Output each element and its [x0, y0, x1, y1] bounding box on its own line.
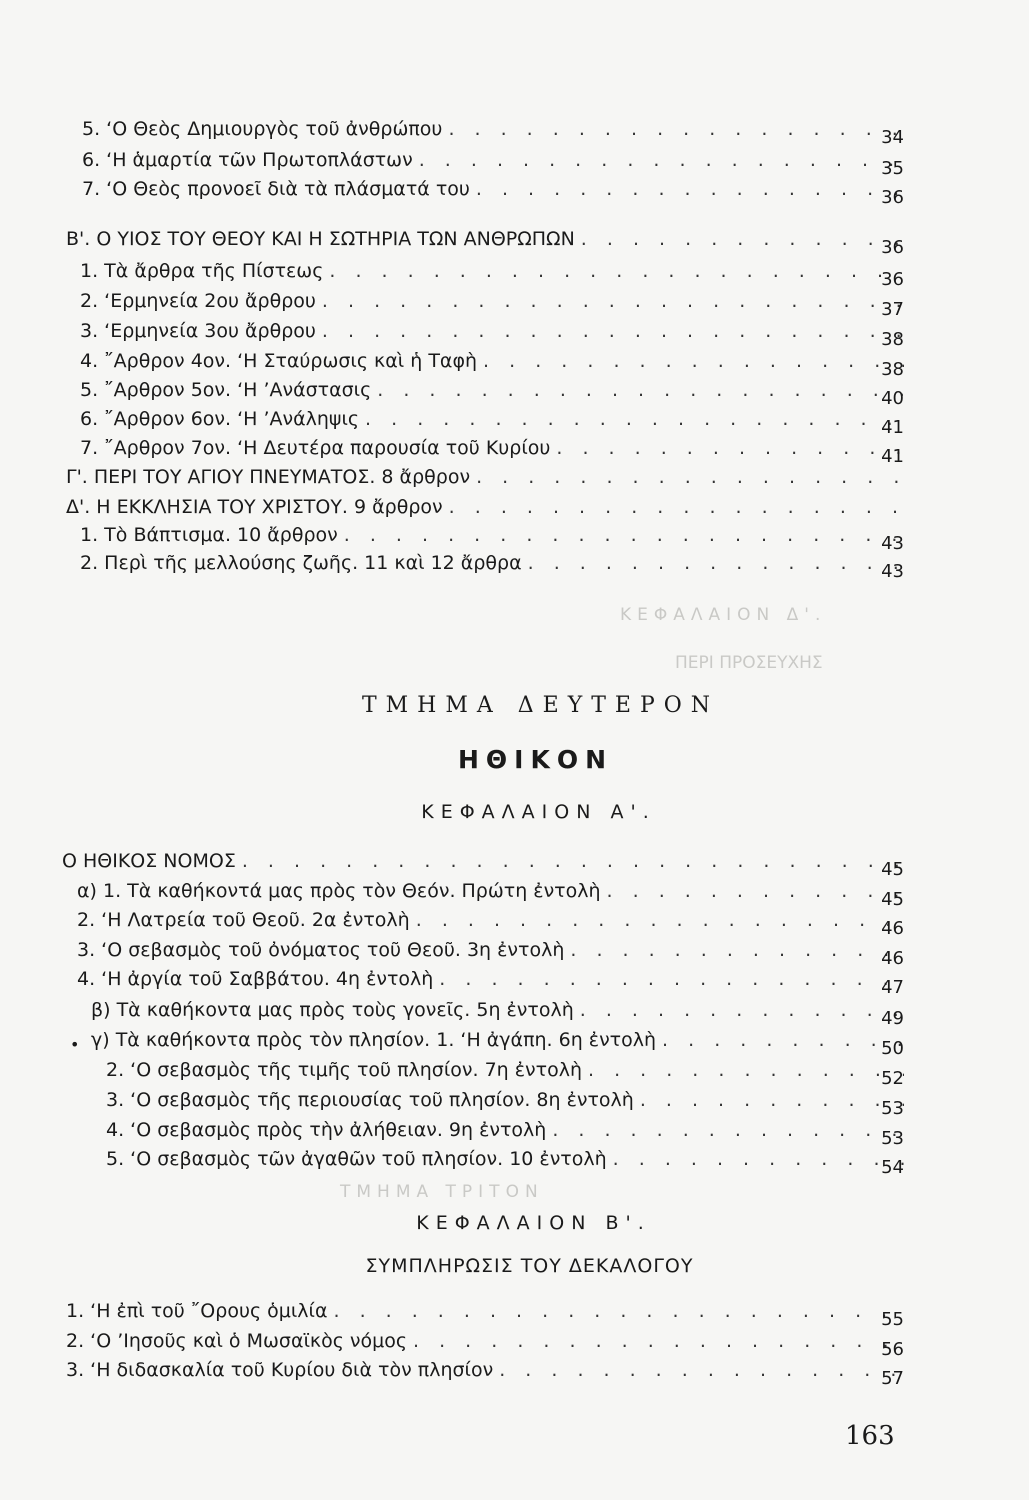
toc-entry	[80, 258, 904, 290]
toc-entry	[91, 997, 904, 1029]
toc-entry-text: Ο ΗΘΙΚΟΣ ΝΟΜΟΣ	[62, 850, 236, 872]
toc-entry-page: 43	[881, 533, 904, 554]
toc-entry	[106, 1087, 904, 1119]
toc-entry-page: 45	[881, 859, 904, 880]
toc-entry-page: 34	[881, 127, 904, 148]
leader-dots	[476, 176, 904, 202]
toc-entry-text: 3. ‘Η διδασκαλία τοῦ Κυρίου διὰ τὸν πλησίον	[66, 1359, 494, 1381]
leader-dots	[377, 377, 904, 403]
toc-entry-text: Γ'. ΠΕΡΙ ΤΟΥ ΑΓΙΟΥ ΠΝΕΥΜΑΤΟΣ. 8 ἄρθρον	[66, 466, 471, 488]
toc-entry-page: 36	[881, 187, 904, 208]
toc-entry-text: 3. ‘Ο σεβασμὸς τοῦ ὀνόματος τοῦ Θεοῦ. 3η ἐντολὴ	[77, 939, 565, 961]
toc-entry-text: 5. ῎Αρθρον 5ον. ‘Η ’Ανάστασις	[80, 379, 372, 401]
leader-dots	[242, 848, 904, 874]
leader-dots	[662, 1027, 904, 1053]
leader-dots	[483, 348, 904, 374]
toc-entry-page: 46	[881, 948, 904, 969]
page-number: 163	[845, 1421, 895, 1451]
toc-entry-text: α) 1. Τὰ καθήκοντά μας πρὸς τὸν Θεόν. Πρώτη ἐντολὴ	[77, 880, 601, 902]
toc-entry-page: 55	[881, 1309, 904, 1330]
toc-entry	[77, 878, 904, 910]
toc-entry-text: Δ'. Η ΕΚΚΛΗΣΙΑ ΤΟΥ ΧΡΙΣΤΟΥ. 9 ἄρθρον	[66, 496, 443, 518]
toc-entry-text: 6. ‘Η ἁμαρτία τῶν Πρωτοπλάστων	[82, 149, 413, 171]
bleed-through-text: ΤΜΗΜΑ ΤΡΙΤΟΝ	[340, 1182, 544, 1202]
toc-entry	[77, 907, 904, 939]
toc-entry-text: 4. ῎Αρθρον 4ον. ‘Η Σταύρωσις καὶ ἡ Ταφὴ	[80, 350, 478, 372]
toc-entry-page: 53	[881, 1128, 904, 1149]
leader-dots	[499, 1357, 904, 1383]
toc-entry-text: 1. Τὸ Βάπτισμα. 10 ἄρθρον	[80, 524, 338, 546]
toc-entry-page: 40	[881, 388, 904, 409]
toc-entry	[80, 288, 904, 320]
leader-dots	[413, 1328, 904, 1354]
toc-entry-text: γ) Τὰ καθήκοντα πρὸς τὸν πλησίον. 1. ‘Η ἀγάπη. 6η ἐντολὴ	[91, 1029, 657, 1051]
leader-dots	[365, 406, 904, 432]
toc-entry-text: 7. ‘Ο Θεὸς προνοεῖ διὰ τὰ πλάσματά του	[82, 178, 470, 200]
toc-entry-page: 41	[881, 446, 904, 467]
toc-entry-text: 2. ‘Ο σεβασμὸς τῆς τιμῆς τοῦ πλησίον. 7η ἐντολὴ	[106, 1059, 582, 1081]
toc-entry-page: 38	[881, 329, 904, 350]
toc-entry-text: 4. ‘Η ἀργία τοῦ Σαββάτου. 4η ἐντολὴ	[77, 968, 434, 990]
leader-dots	[580, 997, 904, 1023]
toc-entry-page: 50	[881, 1038, 904, 1059]
toc-entry	[80, 406, 904, 438]
bleed-through-text: ΚΕΦΑΛΑΙΟΝ Δ'.	[620, 605, 827, 625]
toc-entry-text: 1. ‘Η ἐπὶ τοῦ ῎Ορους ὁμιλία	[66, 1300, 328, 1322]
section-subtitle: ΗΘΙΚΟΝ	[457, 745, 614, 774]
toc-entry-page: 54	[881, 1157, 904, 1178]
toc-entry-page: 49	[881, 1008, 904, 1029]
leader-dots	[640, 1087, 904, 1113]
toc-entry-page: 45	[881, 889, 904, 910]
leader-dots	[416, 907, 904, 933]
toc-entry-text: 2. ‘Ερμηνεία 2ου ἄρθρου	[80, 290, 316, 312]
leader-dots	[613, 1146, 904, 1172]
toc-entry	[106, 1117, 904, 1149]
toc-entry	[106, 1057, 904, 1089]
section-title: ΤΜΗΜΑ ΔΕΥΤΕΡΟΝ	[361, 693, 720, 718]
toc-entry-text: 4. ‘Ο σεβασμὸς πρὸς τὴν ἀλήθειαν. 9η ἐντολὴ	[106, 1119, 547, 1141]
toc-entry	[80, 435, 904, 467]
toc-entry-text: 7. ῎Αρθρον 7ον. ‘Η Δευτέρα παρουσία τοῦ Κυρίου	[80, 437, 551, 459]
toc-entry-page: 37	[881, 299, 904, 320]
toc-entry-page: 46	[881, 918, 904, 939]
leader-dots	[570, 937, 904, 963]
chapter-title: ΣΥΜΠΛΗΡΩΣΙΣ ΤΟΥ ΔΕΚΑΛΟΓΟΥ	[365, 1255, 694, 1277]
toc-entry-page: 53	[881, 1098, 904, 1119]
leader-dots	[449, 494, 904, 520]
leader-dots	[419, 147, 904, 173]
toc-entry-page: 56	[881, 1339, 904, 1360]
toc-entry-text: 5. ‘Ο σεβασμὸς τῶν ἀγαθῶν τοῦ πλησίον. 10 ἐντολὴ	[106, 1148, 607, 1170]
toc-entry	[62, 848, 904, 880]
leader-dots	[588, 1057, 904, 1083]
toc-entry-page: 35	[881, 158, 904, 179]
leader-dots	[552, 1117, 904, 1143]
toc-entry	[77, 966, 904, 998]
toc-entry	[82, 116, 904, 148]
toc-entry	[82, 176, 904, 208]
toc-entry-page: 41	[881, 417, 904, 438]
leader-dots	[476, 464, 904, 490]
toc-entry-page: 36	[881, 269, 904, 290]
toc-entry-text: 2. Περὶ τῆς μελλούσης ζωῆς. 11 καὶ 12 ἄρθρα	[80, 552, 522, 574]
toc-entry-page: 47	[881, 977, 904, 998]
toc-entry	[66, 1357, 904, 1389]
toc-entry	[80, 377, 904, 409]
toc-entry-page: 52	[881, 1068, 904, 1089]
leader-dots	[329, 258, 904, 284]
leader-dots	[344, 522, 904, 548]
leader-dots	[333, 1298, 904, 1324]
toc-entry-page: 43	[881, 561, 904, 582]
toc-entry	[80, 348, 904, 380]
toc-entry-text: 2. ‘Ο ’Ιησοῦς καὶ ὁ Μωσαϊκὸς νόμος	[66, 1330, 408, 1352]
toc-entry	[106, 1146, 904, 1178]
toc-entry	[66, 1298, 904, 1330]
leader-dots	[322, 318, 904, 344]
leader-dots	[607, 878, 904, 904]
toc-entry	[66, 494, 904, 520]
toc-entry	[82, 147, 904, 179]
toc-entry	[66, 226, 904, 258]
toc-entry	[66, 1328, 904, 1360]
toc-entry-text: 3. ‘Ο σεβασμὸς τῆς περιουσίας τοῦ πλησίον. 8η ἐντολὴ	[106, 1089, 634, 1111]
toc-entry-text: 6. ῎Αρθρον 6ον. ‘Η ’Ανάληψις	[80, 408, 360, 430]
bleed-through-text: ΠΕΡΙ ΠΡΟΣΕΥΧΗΣ	[675, 653, 823, 673]
chapter-heading: ΚΕΦΑΛΑΙΟΝ Α'.	[421, 801, 656, 823]
toc-entry-text: 3. ‘Ερμηνεία 3ου ἄρθρου	[80, 320, 316, 342]
leader-dots	[528, 550, 904, 576]
leader-dots	[322, 288, 904, 314]
toc-entry-text: β) Τὰ καθήκοντα μας πρὸς τοὺς γονεῖς. 5η ἐντολὴ	[91, 999, 574, 1021]
leader-dots	[581, 226, 904, 252]
toc-entry-text: Β'. Ο ΥΙΟΣ ΤΟΥ ΘΕΟΥ ΚΑΙ Η ΣΩΤΗΡΙΑ ΤΩΝ ΑΝΘΡΩΠΩΝ	[66, 228, 575, 250]
toc-entry-page: 38	[881, 359, 904, 380]
toc-entry	[80, 550, 904, 582]
leader-dots	[556, 435, 904, 461]
toc-entry-text: 1. Τὰ ἄρθρα τῆς Πίστεως	[80, 260, 324, 282]
chapter-heading: ΚΕΦΑΛΑΙΟΝ Β'.	[416, 1212, 651, 1234]
toc-entry	[66, 464, 904, 490]
toc-entry	[80, 318, 904, 350]
toc-entry-page: 57	[881, 1368, 904, 1389]
toc-entry-text: 5. ‘Ο Θεὸς Δημιουργὸς τοῦ ἀνθρώπου	[82, 118, 443, 140]
toc-entry-page: 36	[881, 237, 904, 258]
margin-bullet: •	[70, 1035, 80, 1054]
toc-entry	[77, 937, 904, 969]
toc-entry	[91, 1027, 904, 1059]
leader-dots	[439, 966, 904, 992]
leader-dots	[448, 116, 904, 142]
toc-entry	[80, 522, 904, 554]
toc-entry-text: 2. ‘Η Λατρεία τοῦ Θεοῦ. 2α ἐντολὴ	[77, 909, 410, 931]
